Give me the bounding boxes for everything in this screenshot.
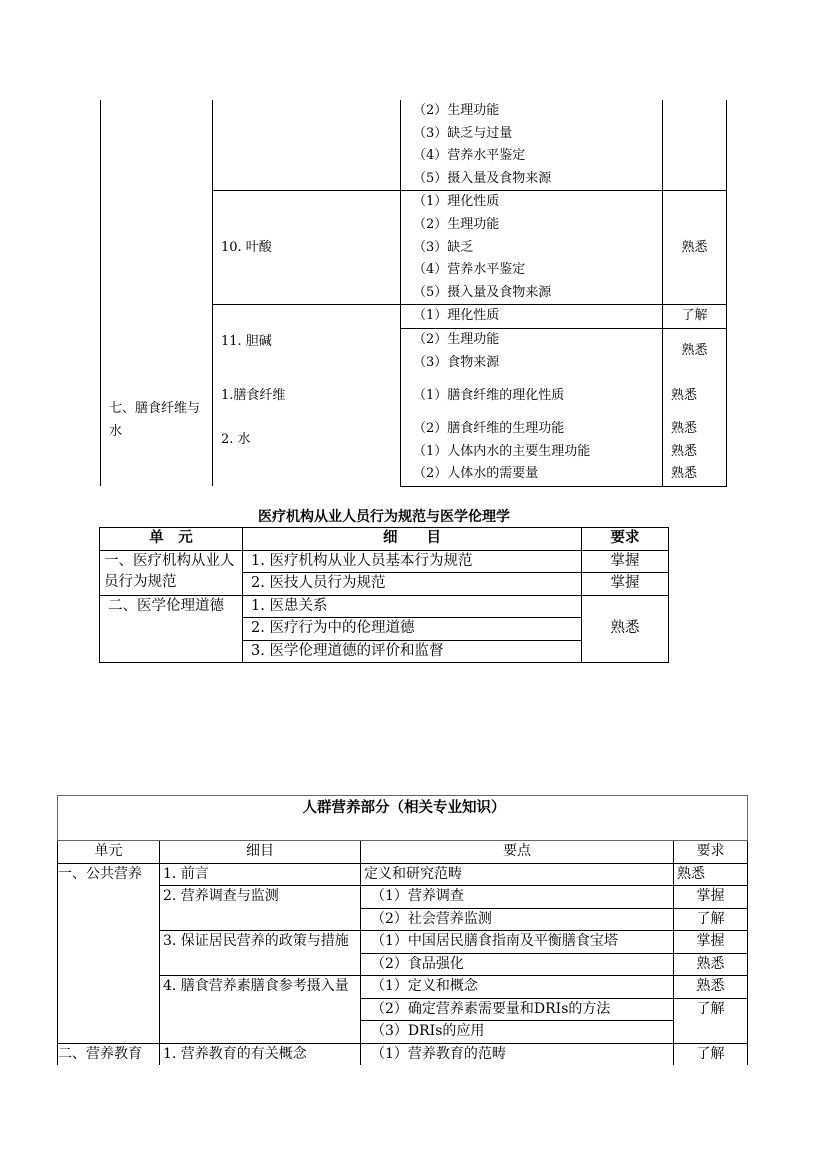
header-detail: 细目 (160, 841, 361, 864)
req-2a: 掌握 (674, 886, 748, 909)
req-4b: 了解 (674, 998, 748, 1043)
header-req: 要求 (674, 841, 748, 864)
list-item: （5）摄入量及食物来源 (413, 170, 552, 186)
detail-5: 1. 营养教育的有关概念 (160, 1043, 361, 1065)
water-p1: （1）人体内水的主要生理功能 (413, 443, 591, 459)
list-item: （3）缺乏与过量 (413, 125, 513, 141)
req-3b: 熟悉 (674, 953, 748, 976)
point-5: （1）营养教育的范畴 (361, 1043, 674, 1065)
unit-2: 二、医学伦理道德 (100, 595, 243, 663)
fiber-r2: 熟悉 (671, 421, 698, 437)
req-2b: 了解 (674, 908, 748, 931)
header-unit: 单 元 (100, 528, 243, 551)
req-3: 熟悉 (582, 595, 669, 663)
list-item: （1）理化性质 (413, 194, 500, 210)
header-detail: 细 目 (243, 528, 582, 551)
req-1: 熟悉 (674, 863, 748, 886)
detail-4: 2. 医疗行为中的伦理道德 (243, 618, 582, 641)
choline-label: 11. 胆碱 (213, 305, 401, 374)
header-req: 要求 (582, 528, 669, 551)
fiber-r1: 熟悉 (663, 374, 727, 418)
detail-5: 3. 医学伦理道德的评价和监督 (243, 640, 582, 663)
point-4b: （2）确定营养素需要量和DRIs的方法 (361, 998, 674, 1021)
folate-req: 熟悉 (663, 191, 727, 305)
choline-r2: 熟悉 (663, 328, 727, 374)
point-3a: （1）中国居民膳食指南及平衡膳食宝塔 (361, 931, 674, 954)
folate-label: 10. 叶酸 (213, 191, 401, 305)
detail-3: 3. 保证居民营养的政策与措施 (160, 931, 361, 976)
detail-1: 1. 前言 (160, 863, 361, 886)
ethics-table (99, 527, 669, 663)
unit-1: 一、医疗机构从业人员行为规范 (100, 550, 243, 595)
fiber-p1: （1）膳食纤维的理化性质 (401, 374, 663, 418)
point-1: 定义和研究范畴 (361, 863, 674, 886)
population-nutrition-table (57, 795, 748, 1065)
detail-2: 2. 医技人员行为规范 (243, 573, 582, 596)
water-label: 2. 水 (213, 418, 401, 486)
choline-p1: （1）理化性质 (401, 305, 663, 329)
list-item: （3）缺乏 (413, 239, 474, 255)
list-item: （4）营养水平鉴定 (413, 148, 526, 164)
list-item: （2）生理功能 (413, 216, 500, 232)
list-item: （2）生理功能 (413, 103, 500, 118)
detail-3: 1. 医患关系 (243, 595, 582, 618)
unit-2: 二、营养教育 (58, 1043, 160, 1065)
choline-p2: （2）生理功能 (413, 331, 500, 347)
ethics-table-title: 医疗机构从业人员行为规范与医学伦理学 (258, 509, 510, 525)
choline-p3: （3）食物来源 (413, 354, 500, 370)
nutrient-table-continued (100, 100, 727, 487)
detail-2: 2. 营养调查与监测 (160, 886, 361, 931)
req-5: 了解 (674, 1043, 748, 1065)
req-2: 掌握 (582, 573, 669, 596)
unit-1: 一、公共营养 (58, 863, 160, 1043)
detail-4: 4. 膳食营养素膳食参考摄入量 (160, 976, 361, 1044)
water-p2: （2）人体水的需要量 (401, 463, 663, 486)
fiber-label: 1.膳食纤维 (213, 374, 401, 418)
header-point: 要点 (361, 841, 674, 864)
list-item: （5）摄入量及食物来源 (413, 284, 552, 300)
fiber-p2: （2）膳食纤维的生理功能 (413, 421, 565, 437)
point-4c: （3）DRIs的应用 (361, 1021, 674, 1044)
detail-1: 1. 医疗机构从业人员基本行为规范 (243, 550, 582, 573)
point-3b: （2）食品强化 (361, 953, 674, 976)
point-2b: （2）社会营养监测 (361, 908, 674, 931)
req-4a: 熟悉 (674, 976, 748, 999)
header-unit: 单元 (58, 841, 160, 864)
water-r1: 熟悉 (671, 443, 698, 459)
req-1: 掌握 (582, 550, 669, 573)
point-2a: （1）营养调查 (361, 886, 674, 909)
choline-r1: 了解 (663, 305, 727, 329)
population-table-title: 人群营养部分（相关专业知识） (58, 796, 748, 841)
list-item: （4）营养水平鉴定 (413, 262, 526, 278)
point-4a: （1）定义和概念 (361, 976, 674, 999)
water-r2: 熟悉 (663, 463, 727, 486)
unit7-label: 七、膳食纤维与水 (101, 305, 213, 487)
req-3a: 掌握 (674, 931, 748, 954)
